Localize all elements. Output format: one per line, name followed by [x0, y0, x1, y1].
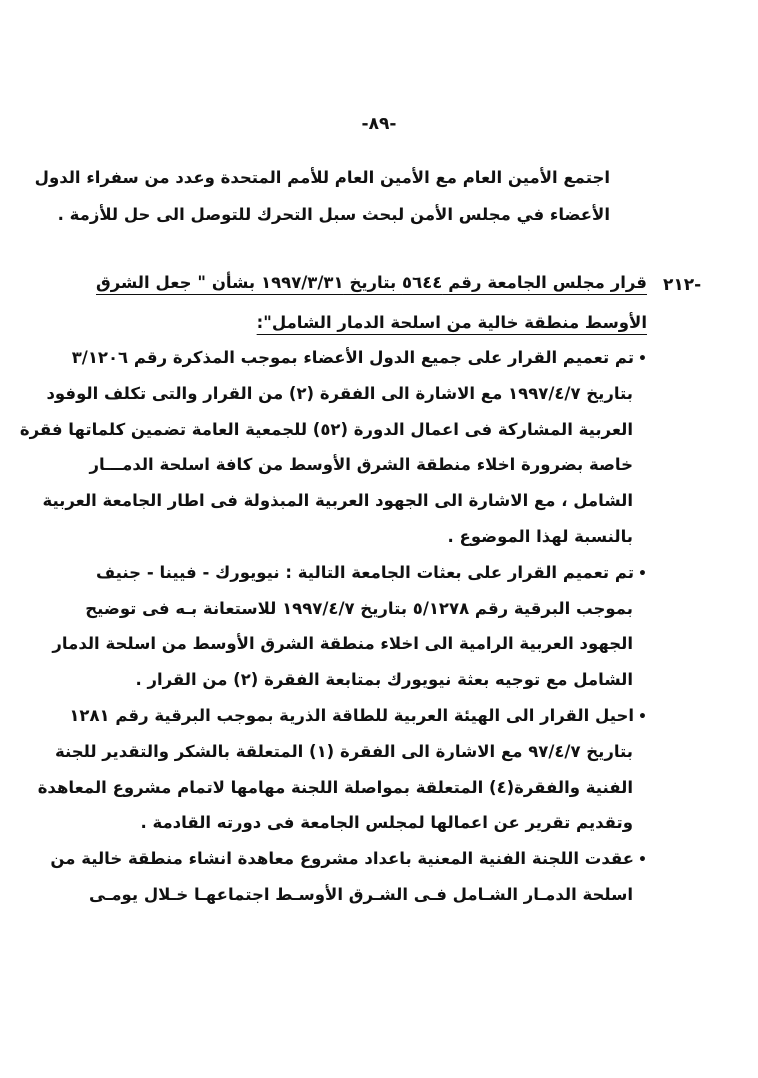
- bullet-line: العربية المشاركة فى اعمال الدورة (٥٢) للجمعية العامة تضمين كلماتها فقرة: [19, 419, 633, 439]
- bullet-list: [19, 348, 647, 921]
- bullet-icon: •: [638, 852, 647, 869]
- bullet-item: [19, 348, 647, 563]
- bullet-line: وتقديم تقرير عن اعمالها لمجلس الجامعة فى دورته القادمة .: [140, 813, 633, 833]
- bullet-item: [50, 849, 647, 921]
- bullet-line: الجهود العربية الرامية الى اخلاء منطقة الشرق الأوسط من اسلحة الدمار: [52, 634, 633, 654]
- bullet-icon: •: [638, 351, 647, 367]
- intro-line: الأعضاء في مجلس الأمن لبحث سبل التحرك للتوصل الى حل للأزمة .: [57, 205, 610, 224]
- bullet-line: اسلحة الدمـار الشـامل فـى الشـرق الأوسـط اجتماعهـا خـلال يومـى: [89, 884, 633, 904]
- bullet-line: تم تعميم القرار على جميع الدول الأعضاء بموجب المذكرة رقم ٣/١٢٠٦: [71, 348, 635, 367]
- bullet-line: بالنسبة لهذا الموضوع .: [447, 526, 633, 546]
- bullet-item: [52, 562, 647, 706]
- bullet-line: تم تعميم القرار على بعثات الجامعة التالية : نيويورك - فيينا - جنيف: [96, 562, 635, 582]
- bullet-line: بموجب البرقية رقم ٥/١٢٧٨ بتاريخ ١٩٩٧/٤/٧ للاستعانة بـه فى توضيح: [85, 598, 633, 618]
- bullet-item: [37, 705, 647, 849]
- bullet-icon: •: [638, 565, 647, 582]
- bullet-line: بتاريخ ١٩٩٧/٤/٧ مع الاشارة الى الفقرة (٢) من القرار والتى تكلف الوفود: [46, 383, 633, 403]
- heading-line: قرار مجلس الجامعة رقم ٥٦٤٤ بتاريخ ١٩٩٧/٣/٣١ بشأن " جعل الشرق: [96, 273, 647, 292]
- bullet-line: الفنية والفقرة(٤) المتعلقة بمواصلة اللجنة مهامها لاتمام مشروع المعاهدة: [37, 777, 633, 797]
- bullet-line: بتاريخ ٩٧/٤/٧ مع الاشارة الى الفقرة (١) المتعلقة بالشكر والتقدير للجنة: [54, 741, 633, 761]
- intro-paragraph: [34, 168, 610, 244]
- bullet-line: الشامل مع توجيه بعثة نيويورك بمتابعة الفقرة (٢) من القرار .: [135, 670, 633, 690]
- bullet-icon: •: [638, 708, 647, 725]
- heading-line: الأوسط منطقة خالية من اسلحة الدمار الشامل":: [256, 313, 647, 332]
- bullet-line: الشامل ، مع الاشارة الى الجهود العربية المبذولة فى اطار الجامعة العربية: [42, 491, 633, 511]
- bullet-line: عقدت اللجنة الفنية المعنية باعداد مشروع معاهدة انشاء منطقة خالية من: [50, 849, 635, 869]
- page-number: -٨٩-: [361, 114, 397, 134]
- item-heading: [96, 275, 647, 355]
- bullet-line: خاصة بضرورة اخلاء منطقة الشرق الأوسط من كافة اسلحة الدمـــار: [89, 455, 633, 475]
- bullet-line: احيل القرار الى الهيئة العربية للطاقة الذرية بموجب البرقية رقم ١٢٨١: [69, 705, 635, 725]
- intro-line: اجتمع الأمين العام مع الأمين العام للأمم المتحدة وعدد من سفراء الدول: [34, 168, 610, 187]
- item-number: -٢١٢: [663, 275, 702, 295]
